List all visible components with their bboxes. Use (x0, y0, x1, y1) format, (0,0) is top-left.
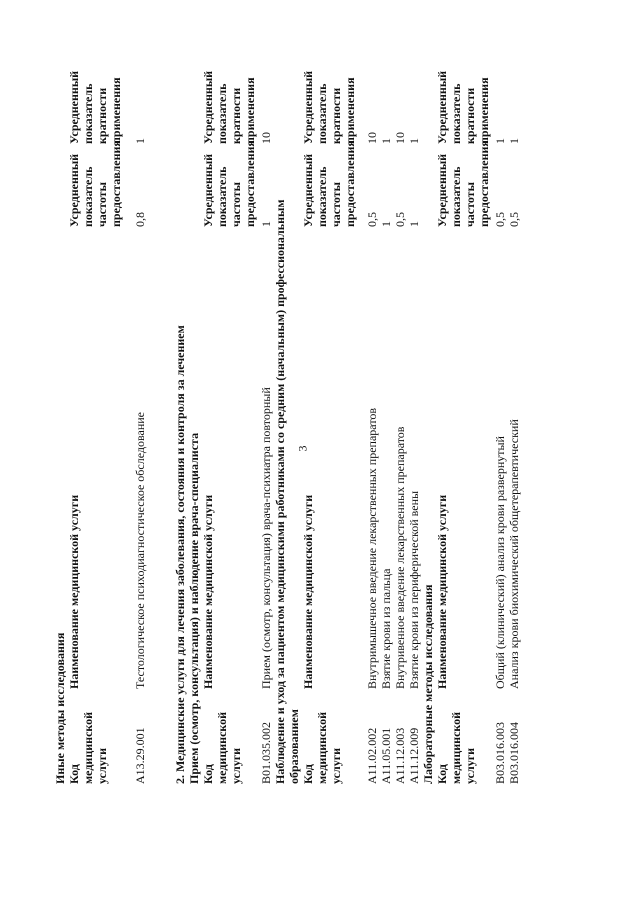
row-name: Прием (осмотр, консультация) врача-психиатра повторный (259, 387, 273, 689)
row-code: A11.12.009 (407, 727, 421, 784)
section-nursing (273, 0, 421, 784)
header-name: Наименование медицинской услуги (201, 494, 215, 689)
table-row (407, 0, 421, 784)
table-row (133, 0, 147, 784)
table-row (507, 0, 521, 784)
header-code: Код медицинской услуги (201, 711, 243, 784)
row-frequency: 0,5 (365, 212, 379, 227)
table-header (435, 0, 493, 784)
table-header (67, 0, 125, 784)
table-row (259, 0, 273, 784)
row-name: Внутримышечное введение лекарственных препаратов (365, 407, 379, 689)
section-title: Лабораторные методы исследования (421, 584, 435, 784)
section-treatment (173, 0, 273, 784)
rotated-document (53, 0, 613, 784)
row-multiplicity: 10 (365, 132, 379, 144)
header-name: Наименование медицинской услуги (301, 494, 315, 689)
row-name: Общий (клинический) анализ крови развернутый (493, 436, 507, 689)
row-name: Взятие крови из пальца (379, 568, 393, 689)
row-frequency: 0,5 (493, 212, 507, 227)
row-multiplicity: 1 (133, 138, 147, 144)
header-code: Код медицинской услуги (301, 711, 343, 784)
row-multiplicity: 1 (379, 138, 393, 144)
row-name: Внутривенное введение лекарственных препаратов (393, 426, 407, 689)
row-frequency: 1 (379, 221, 393, 227)
row-frequency: 0,5 (507, 212, 521, 227)
row-multiplicity: 1 (407, 138, 421, 144)
section-title: Иные методы исследования (53, 632, 67, 784)
row-code: B03.016.004 (507, 721, 521, 784)
header-frequency: Усредненный показатель частоты предоставления (67, 140, 123, 227)
row-frequency: 0,8 (133, 212, 147, 227)
row-code: A13.29.001 (133, 727, 147, 784)
header-code: Код медицинской услуги (435, 711, 477, 784)
table-row (365, 0, 379, 784)
row-frequency: 0,5 (393, 212, 407, 227)
header-frequency: Усредненный показатель частоты предоставления (435, 140, 491, 227)
section-title: Наблюдение и уход за пациентом медицинскими работниками со средним (начальным) профессиональным образованием (273, 199, 301, 784)
table-header (201, 0, 259, 784)
row-name: Взятие крови из периферической вены (407, 490, 421, 689)
table-row (493, 0, 507, 784)
header-frequency: Усредненный показатель частоты предоставления (301, 140, 357, 227)
page-number: 3 (295, 445, 310, 452)
row-multiplicity: 1 (507, 138, 521, 144)
row-frequency: 1 (407, 221, 421, 227)
row-code: A11.05.001 (379, 727, 393, 784)
row-code: B03.016.003 (493, 721, 507, 784)
subsection-title: Прием (осмотр, консультация) и наблюдение врача-специалиста (187, 432, 201, 784)
row-code: B01.035.002 (259, 721, 273, 784)
row-frequency: 1 (259, 221, 273, 227)
row-name: Анализ крови биохимический общетерапевтический (507, 419, 521, 689)
header-multiplicity: Усредненный показатель кратности применения (301, 70, 357, 144)
header-code: Код медицинской услуги (67, 711, 109, 784)
header-multiplicity: Усредненный показатель кратности применения (67, 70, 123, 144)
table-row (393, 0, 407, 784)
header-frequency: Усредненный показатель частоты предоставления (201, 140, 257, 227)
header-multiplicity: Усредненный показатель кратности применения (201, 70, 257, 144)
row-multiplicity: 1 (493, 138, 507, 144)
section-lab (421, 0, 521, 784)
row-code: A11.02.002 (365, 727, 379, 784)
row-code: A11.12.003 (393, 727, 407, 784)
section-title: 2. Медицинские услуги для лечения заболевания, состояния и контроля за лечением (173, 325, 187, 784)
section-other-methods (53, 0, 147, 784)
header-name: Наименование медицинской услуги (435, 494, 449, 689)
table-header (301, 0, 359, 784)
header-name: Наименование медицинской услуги (67, 494, 81, 689)
row-name: Тестологическое психодиагностическое обследование (133, 412, 147, 689)
header-multiplicity: Усредненный показатель кратности применения (435, 70, 491, 144)
table-row (379, 0, 393, 784)
row-multiplicity: 10 (393, 132, 407, 144)
row-multiplicity: 10 (259, 132, 273, 144)
